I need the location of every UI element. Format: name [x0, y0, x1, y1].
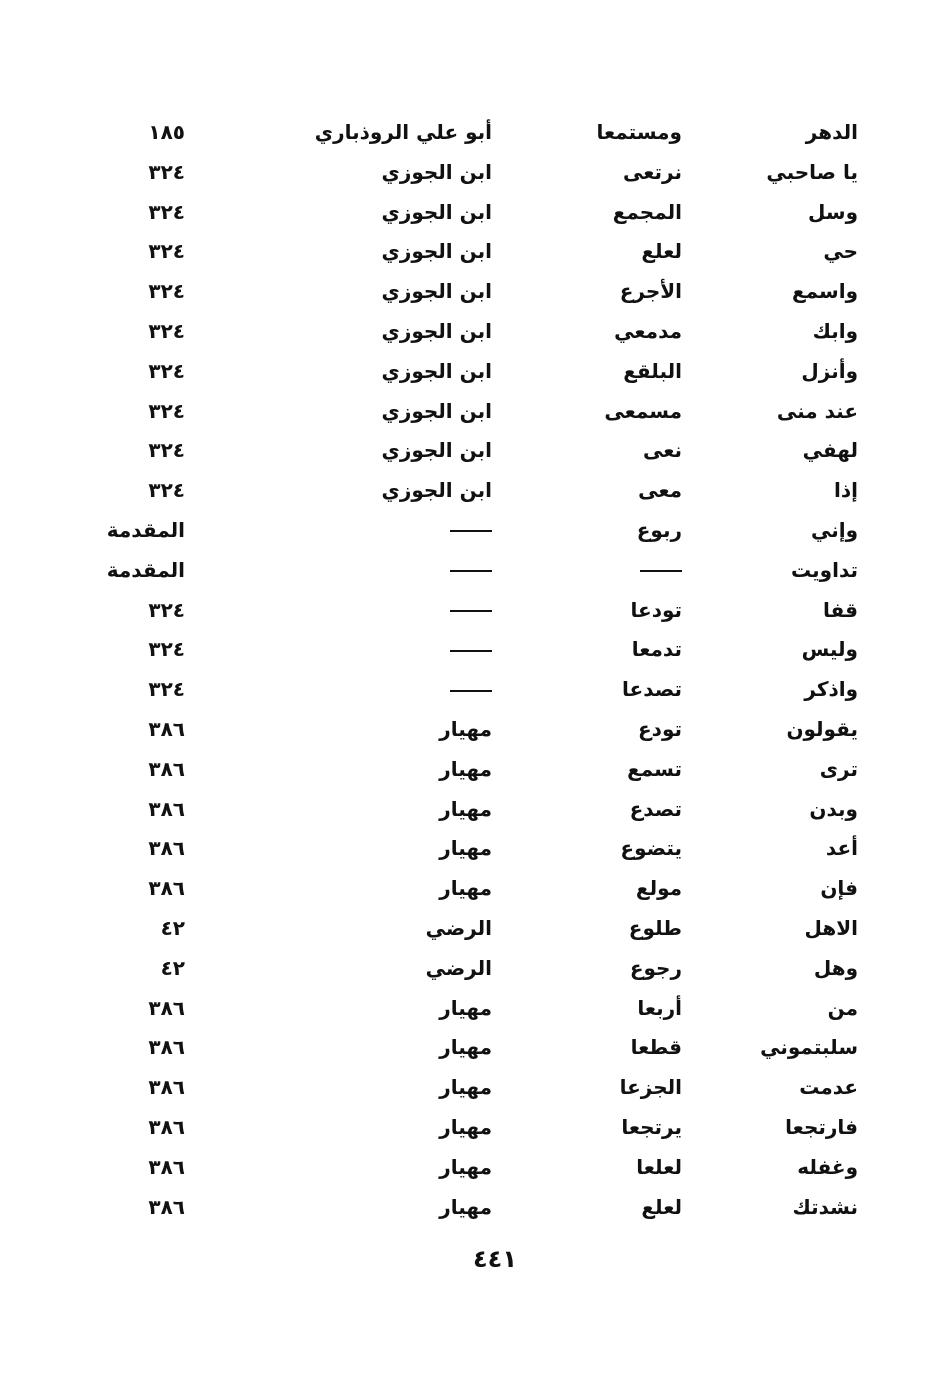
poet-name-cell: مهيار	[439, 1114, 492, 1139]
poet-name-cell	[450, 629, 492, 669]
page-reference-cell: ٤٢	[160, 915, 185, 940]
page-reference-cell: ٣٨٦	[148, 756, 185, 781]
first-word-cell: يقولون	[786, 716, 858, 741]
table-row	[0, 391, 950, 431]
rhyme-word-cell: ربوع	[636, 517, 682, 542]
page-reference-cell: ٣٨٦	[148, 1114, 185, 1139]
poet-name-cell	[450, 590, 492, 630]
rhyme-word-cell: تصدع	[629, 796, 682, 821]
rhyme-word-cell: قطعا	[630, 1035, 682, 1060]
rhyme-word-cell: معى	[638, 478, 682, 503]
table-row	[0, 192, 950, 232]
poet-name-cell: مهيار	[439, 995, 492, 1020]
page-reference-cell: المقدمة	[106, 557, 185, 582]
rhyme-word-cell: مدمعي	[614, 318, 682, 343]
page-reference-cell: ٣٨٦	[148, 995, 185, 1020]
poet-name-cell	[450, 510, 492, 550]
page-reference-cell: المقدمة	[106, 517, 185, 542]
table-row	[0, 908, 950, 948]
table-row	[0, 470, 950, 510]
poet-name-cell: مهيار	[439, 836, 492, 861]
page-number: ٤٤١	[473, 1245, 517, 1273]
rhyme-word-cell: لعلع	[641, 239, 682, 264]
poet-name-cell: ابن الجوزي	[381, 279, 492, 304]
rhyme-word-cell: ومستمعا	[596, 120, 682, 144]
poet-name-cell: ابن الجوزي	[381, 159, 492, 184]
page-reference-cell: ٣٢٤	[148, 239, 185, 264]
poet-name-cell: الرضي	[425, 915, 492, 940]
page-reference-cell: ٣٢٤	[148, 358, 185, 383]
table-row	[0, 152, 950, 192]
first-word-cell: إذا	[834, 478, 858, 503]
first-word-cell: سلبتموني	[760, 1035, 858, 1060]
table-row	[0, 1107, 950, 1147]
poet-name-cell: أبو علي الروذباري	[314, 120, 492, 144]
poet-name-cell	[450, 669, 492, 709]
rhyme-word-cell: مسمعى	[604, 398, 682, 423]
first-word-cell: فارتجعا	[785, 1114, 858, 1139]
first-word-cell: وليس	[801, 637, 858, 662]
first-word-cell: فإن	[820, 876, 858, 901]
empty-dash	[450, 570, 492, 572]
table-row	[0, 430, 950, 470]
page-reference-cell: ٣٨٦	[148, 836, 185, 861]
table-row	[0, 112, 950, 152]
first-word-cell: من	[827, 995, 858, 1020]
first-word-cell: عند منى	[776, 398, 858, 423]
poet-name-cell: ابن الجوزي	[381, 438, 492, 463]
page-reference-cell: ٣٢٤	[148, 637, 185, 662]
first-word-cell: الدهر	[805, 120, 858, 144]
first-word-cell: ترى	[819, 756, 858, 781]
table-row	[0, 351, 950, 391]
rhyme-word-cell: مولع	[635, 876, 682, 901]
rhyme-word-cell: الأجرع	[619, 279, 682, 304]
verse-index-table	[0, 112, 950, 1226]
poet-name-cell: مهيار	[439, 796, 492, 821]
first-word-cell: الاهل	[804, 915, 858, 940]
table-row	[0, 669, 950, 709]
rhyme-word-cell	[640, 550, 682, 590]
page-reference-cell: ٣٢٤	[148, 597, 185, 622]
table-row	[0, 749, 950, 789]
rhyme-word-cell: البلقع	[623, 358, 682, 383]
page-reference-cell: ٣٨٦	[148, 716, 185, 741]
page-reference-cell: ٤٢	[160, 955, 185, 980]
page-reference-cell: ٣٢٤	[148, 398, 185, 423]
first-word-cell: وهل	[813, 955, 858, 980]
page-reference-cell: ٣٨٦	[148, 1154, 185, 1179]
first-word-cell: وسل	[808, 199, 858, 224]
empty-dash	[450, 610, 492, 612]
rhyme-word-cell: تدمعا	[631, 637, 682, 662]
table-row	[0, 510, 950, 550]
rhyme-word-cell: تودعا	[630, 597, 682, 622]
page-reference-cell: ٣٢٤	[148, 438, 185, 463]
empty-dash	[450, 650, 492, 652]
poet-name-cell: مهيار	[439, 716, 492, 741]
rhyme-word-cell: طلوع	[628, 915, 682, 940]
first-word-cell: تداويت	[790, 557, 858, 582]
rhyme-word-cell: أربعا	[637, 995, 682, 1020]
table-row	[0, 868, 950, 908]
poet-name-cell: مهيار	[439, 1154, 492, 1179]
poet-name-cell: مهيار	[439, 876, 492, 901]
poet-name-cell: مهيار	[439, 1194, 492, 1219]
first-word-cell: وأنزل	[801, 358, 858, 383]
table-row	[0, 629, 950, 669]
page-reference-cell: ٣٢٤	[148, 478, 185, 503]
poet-name-cell: ابن الجوزي	[381, 239, 492, 264]
rhyme-word-cell: يتضوع	[620, 836, 682, 861]
page-reference-cell: ٣٢٤	[148, 677, 185, 702]
table-row	[0, 550, 950, 590]
poet-name-cell: الرضي	[425, 955, 492, 980]
first-word-cell: عدمت	[799, 1075, 858, 1100]
first-word-cell: وابك	[812, 318, 858, 343]
poet-name-cell: ابن الجوزي	[381, 199, 492, 224]
poet-name-cell: مهيار	[439, 1035, 492, 1060]
rhyme-word-cell: نعى	[642, 438, 682, 463]
rhyme-word-cell: المجمع	[612, 199, 682, 224]
table-row	[0, 988, 950, 1028]
page-reference-cell: ٣٨٦	[148, 1075, 185, 1100]
page-reference-cell: ٣٨٦	[148, 796, 185, 821]
poet-name-cell: مهيار	[439, 756, 492, 781]
first-word-cell: نشدتك	[792, 1194, 858, 1219]
table-row	[0, 271, 950, 311]
table-row	[0, 709, 950, 749]
rhyme-word-cell: تصدعا	[622, 677, 682, 702]
page-reference-cell: ٣٨٦	[148, 1035, 185, 1060]
rhyme-word-cell: لعلع	[641, 1194, 682, 1219]
table-row	[0, 231, 950, 271]
page-reference-cell: ٣٢٤	[148, 159, 185, 184]
first-word-cell: واذكر	[804, 677, 858, 702]
table-row	[0, 1067, 950, 1107]
table-row	[0, 590, 950, 630]
first-word-cell: واسمع	[791, 279, 858, 304]
empty-dash	[450, 530, 492, 532]
rhyme-word-cell: رجوع	[629, 955, 682, 980]
table-row	[0, 1027, 950, 1067]
rhyme-word-cell: نرتعى	[623, 159, 682, 184]
rhyme-word-cell: الجزعا	[619, 1075, 682, 1100]
rhyme-word-cell: تسمع	[627, 756, 682, 781]
table-row	[0, 789, 950, 829]
first-word-cell: وبدن	[809, 796, 858, 821]
poet-name-cell: ابن الجوزي	[381, 358, 492, 383]
rhyme-word-cell: يرتجعا	[621, 1114, 682, 1139]
poet-name-cell: ابن الجوزي	[381, 398, 492, 423]
page-reference-cell: ٣٢٤	[148, 199, 185, 224]
first-word-cell: قفا	[823, 597, 858, 622]
rhyme-word-cell: تودع	[638, 716, 682, 741]
table-row	[0, 1187, 950, 1227]
page-reference-cell: ٣٢٤	[148, 279, 185, 304]
poet-name-cell: مهيار	[439, 1075, 492, 1100]
table-row	[0, 311, 950, 351]
table-row	[0, 948, 950, 988]
first-word-cell: أعد	[825, 836, 858, 861]
first-word-cell: يا صاحبي	[766, 159, 858, 184]
page-reference-cell: ٣٢٤	[148, 318, 185, 343]
page-reference-cell: ٣٨٦	[148, 1194, 185, 1219]
poet-name-cell: ابن الجوزي	[381, 478, 492, 503]
table-row	[0, 828, 950, 868]
first-word-cell: لهفي	[802, 438, 858, 463]
poet-name-cell	[450, 550, 492, 590]
rhyme-word-cell: لعلعا	[636, 1154, 682, 1179]
empty-dash	[450, 690, 492, 692]
empty-dash	[640, 570, 682, 572]
poet-name-cell: ابن الجوزي	[381, 318, 492, 343]
first-word-cell: حي	[823, 239, 858, 264]
page-reference-cell: ١٨٥	[148, 120, 185, 144]
first-word-cell: وإني	[810, 517, 858, 542]
page-reference-cell: ٣٨٦	[148, 876, 185, 901]
table-row	[0, 1147, 950, 1187]
first-word-cell: وغفله	[797, 1154, 858, 1179]
